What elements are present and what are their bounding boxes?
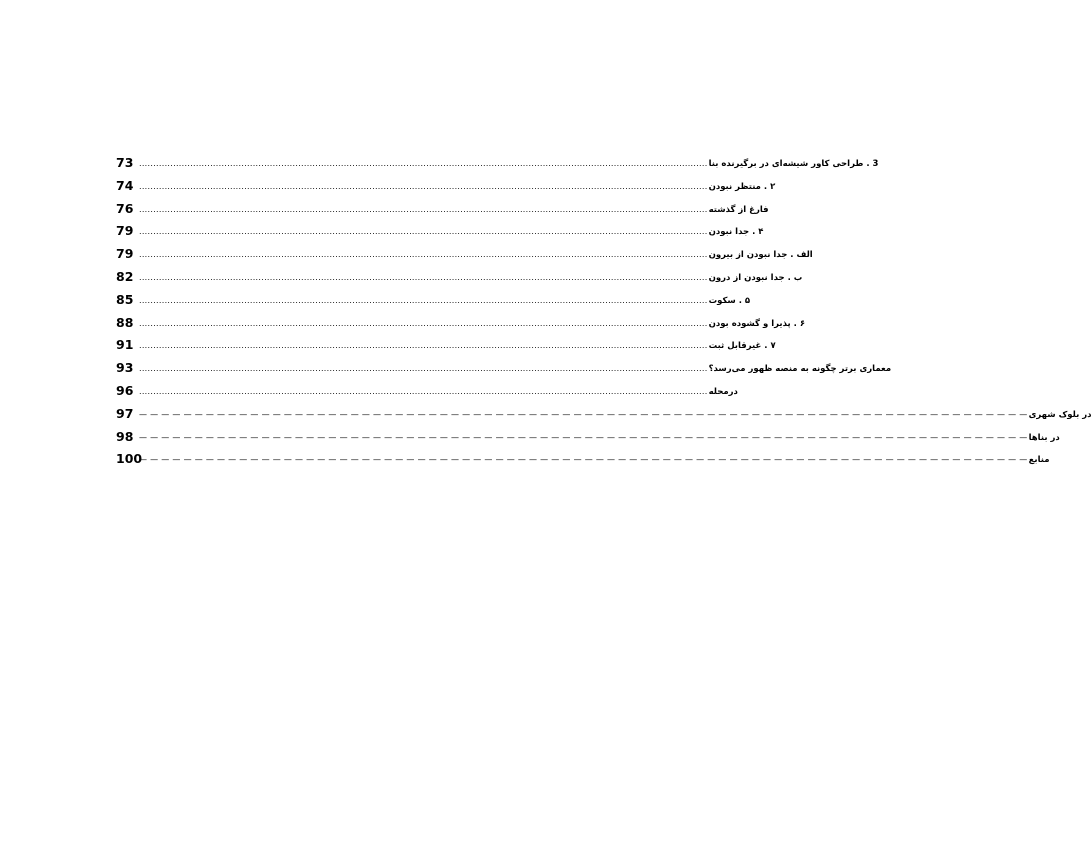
toc-page-number: 98 bbox=[116, 428, 134, 444]
toc-entry-title: درمحله bbox=[708, 386, 738, 397]
toc-entry-title: فارغ از گذشته bbox=[708, 204, 769, 215]
toc-page-number: 91 bbox=[116, 337, 134, 353]
toc-leader: ........................................................................................................................................................................................................ bbox=[139, 364, 708, 374]
toc-leader: ........................................................................................................................................................................................................ bbox=[139, 181, 708, 191]
toc-leader: ........................................................................................................................................................................................................ bbox=[139, 295, 708, 305]
toc-leader: ........................................................................................................................................................................................................ bbox=[139, 272, 708, 282]
toc-leader: — — — — — — — — — — — — — — — — — — — — — — — — — — — — — — — — — — — — — — — — — — — — — — — — — — — — — — — — — — — — — — — — — — — — — — — — — — — — — — — — bbox=[139, 409, 1028, 419]
toc-leader: ........................................................................................................................................................................................................ bbox=[139, 250, 708, 260]
toc-entry bbox=[116, 310, 806, 330]
toc-leader: ........................................................................................................................................................................................................ bbox=[139, 341, 708, 351]
toc-leader: ........................................................................................................................................................................................................ bbox=[139, 227, 708, 237]
toc-entry bbox=[116, 173, 776, 193]
toc-entry-title: معماری برتر چگونه به منصه ظهور می‌رسد؟ bbox=[708, 364, 892, 375]
toc-entry-title: ۶ . پذیرا و گشوده بودن bbox=[708, 318, 806, 329]
toc-page-number: 100 bbox=[116, 451, 143, 467]
toc-entry bbox=[116, 264, 803, 284]
toc-leader: — — — — — — — — — — — — — — — — — — — — — — — — — — — — — — — — — — — — — — — — — — — — — — — — — — — — — — — — — — — — — — — — — — — — — — — — — — — — — — — — bbox=[139, 432, 1028, 442]
toc-entry-title: الف . جدا نبودن از بیرون bbox=[708, 250, 813, 261]
toc-entry bbox=[116, 378, 738, 398]
toc-entry-title: در بلوک شهری bbox=[1028, 409, 1092, 420]
toc-page-number: 82 bbox=[116, 268, 134, 284]
toc-entry-title: در بناها bbox=[1028, 432, 1060, 443]
toc-entry bbox=[116, 241, 813, 262]
toc-entry bbox=[116, 287, 751, 307]
toc-entry-title: ب . جدا نبودن از درون bbox=[708, 272, 803, 283]
toc-entry-title: ۴ . جدا نبودن bbox=[708, 227, 764, 238]
toc-page-number: 96 bbox=[116, 382, 134, 398]
toc-entry-title: ۲ . منتظر نبودن bbox=[708, 181, 776, 192]
toc-page-number: 97 bbox=[116, 405, 134, 421]
toc-page-number: 73 bbox=[116, 155, 134, 170]
toc-entry bbox=[116, 401, 1092, 421]
toc-page-number: 79 bbox=[116, 246, 134, 262]
toc-page-number: 76 bbox=[116, 200, 134, 216]
toc-leader: ........................................................................................................................................................................................................ bbox=[139, 204, 708, 214]
toc-page-number: 88 bbox=[116, 314, 134, 330]
toc-entry bbox=[116, 332, 776, 353]
toc-entry bbox=[116, 150, 879, 170]
toc-page-number: 85 bbox=[116, 291, 134, 307]
toc-leader: ........................................................................................................................................................................................................ bbox=[139, 159, 708, 168]
toc-entry-title: ۵ . سکوت bbox=[708, 295, 751, 306]
toc-entry-title: منابع bbox=[1028, 455, 1050, 466]
toc-page-number: 79 bbox=[116, 223, 134, 239]
toc-entry bbox=[116, 196, 769, 216]
toc-entry bbox=[116, 424, 1060, 444]
toc-leader: — — — — — — — — — — — — — — — — — — — — — — — — — — — — — — — — — — — — — — — — — — — — — — — — — — — — — — — — — — — — — — — — — — — — — — — — — — — — — — — — bbox=[139, 455, 1028, 465]
toc-entry-title: 3 . طراحی کاور شیشه‌ای در برگیرنده بنا bbox=[708, 159, 879, 169]
toc-entry bbox=[116, 355, 892, 376]
toc-entry bbox=[116, 218, 764, 239]
toc-leader: ........................................................................................................................................................................................................ bbox=[139, 386, 708, 396]
toc-leader: ........................................................................................................................................................................................................ bbox=[139, 318, 708, 328]
toc-page-number: 93 bbox=[116, 360, 134, 376]
toc-entry bbox=[116, 446, 1050, 467]
toc-entry-title: ۷ . غیرقابل ثبت bbox=[708, 341, 776, 352]
toc-page-number: 74 bbox=[116, 177, 134, 193]
table-of-contents bbox=[116, 150, 1092, 469]
